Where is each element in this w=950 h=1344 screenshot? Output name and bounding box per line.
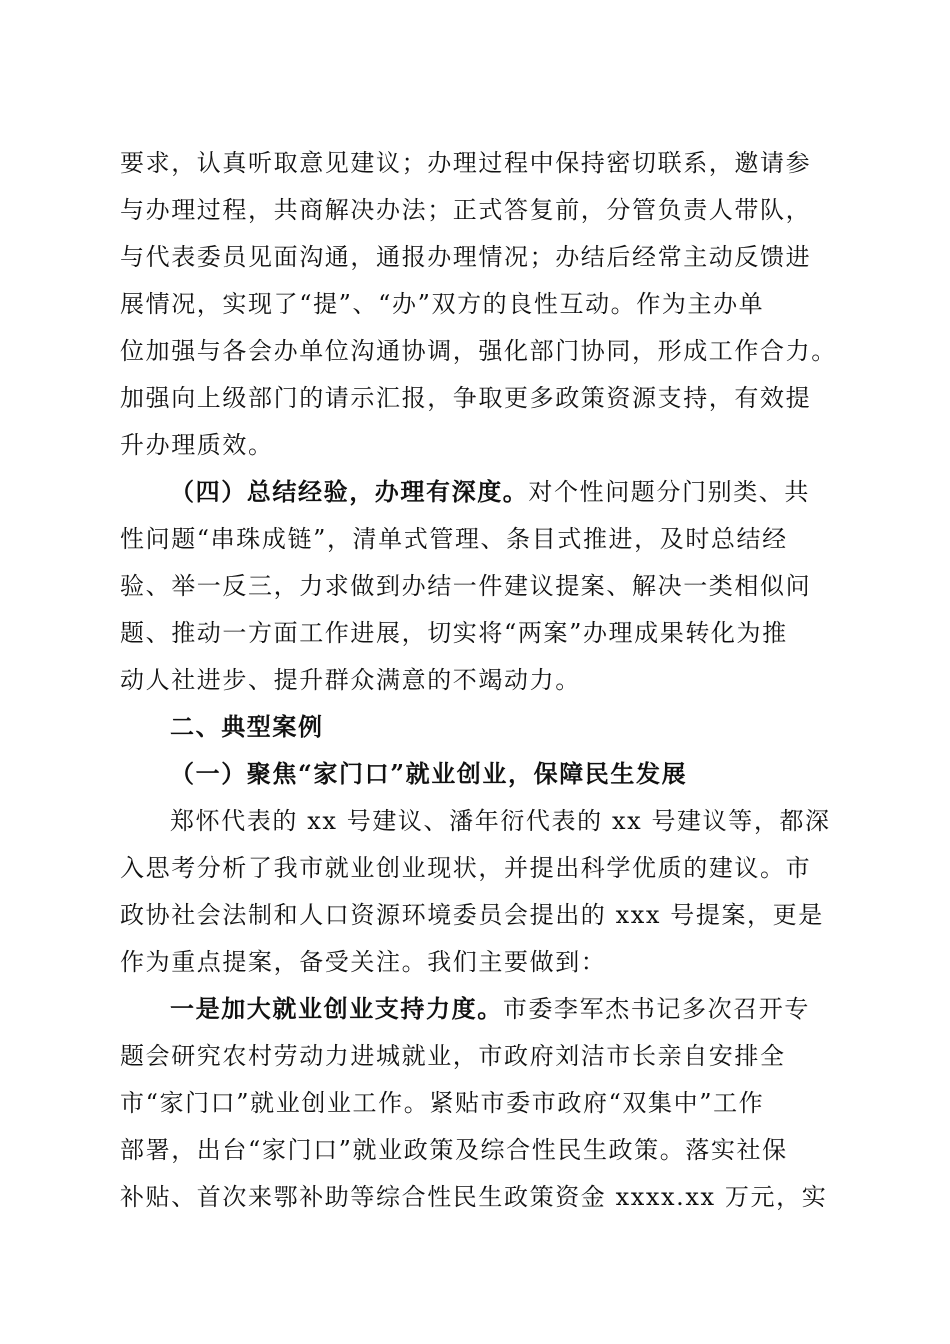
body-text-line: 与代表委员见面沟通，通报办理情况；办结后经常主动反馈进 (120, 243, 812, 271)
body-text-line: 展情况，实现了“提”、“办”双方的良性互动。作为主办单 (120, 290, 765, 318)
body-text-line: 部署，出台“家门口”就业政策及综合性民生政策。落实社保 (120, 1136, 788, 1164)
body-text-line: 加强向上级部门的请示汇报，争取更多政策资源支持，有效提 (120, 384, 812, 412)
body-text-line: 补贴、首次来鄂补助等综合性民生政策资金 xxxx.xx 万元，实 (120, 1183, 828, 1211)
body-text-line: 性问题“串珠成链”，清单式管理、条目式推进，及时总结经 (120, 525, 788, 553)
section-heading: 二、典型案例 (170, 713, 324, 741)
body-text-line: 要求，认真听取意见建议；办理过程中保持密切联系，邀请参 (120, 149, 812, 177)
point-1-first-line (170, 989, 830, 1029)
point-1-first-line-rest: 市委李军杰书记多次召开专 (502, 995, 811, 1023)
body-text-line: 与办理过程，共商解决办法；正式答复前，分管负责人带队， (120, 196, 812, 224)
body-text-line: 市“家门口”就业创业工作。紧贴市委市政府“双集中”工作 (120, 1089, 765, 1117)
section-4-first-line (170, 472, 830, 512)
body-text-line: 题、推动一方面工作进展，切实将“两案”办理成果转化为推 (120, 619, 788, 647)
body-text-line: 题会研究农村劳动力进城就业，市政府刘洁市长亲自安排全 (120, 1042, 786, 1070)
body-text-line: 作为重点提案，备受关注。我们主要做到： (120, 948, 607, 976)
section-4-first-line-rest: 对个性问题分门别类、共 (528, 478, 811, 506)
body-text-line: 验、举一反三，力求做到办结一件建议提案、解决一类相似问 (120, 572, 812, 600)
subheading: （一）聚焦“家门口”就业创业，保障民生发展 (170, 759, 688, 788)
body-text-line: 升办理质效。 (120, 431, 274, 459)
body-text-line: 郑怀代表的 xx 号建议、潘年衍代表的 xx 号建议等，都深 (170, 807, 831, 835)
section-4-lead: （四）总结经验，办理有深度。 (170, 477, 529, 506)
body-text-line: 入思考分析了我市就业创业现状，并提出科学优质的建议。市 (120, 854, 812, 882)
body-text-line: 政协社会法制和人口资源环境委员会提出的 xxx 号提案，更是 (120, 901, 824, 929)
body-text-line: 位加强与各会办单位沟通协调，强化部门协同，形成工作合力。 (120, 337, 837, 365)
point-1-lead: 一是加大就业创业支持力度。 (170, 994, 503, 1023)
body-text-line: 动人社进步、提升群众满意的不竭动力。 (120, 666, 581, 694)
